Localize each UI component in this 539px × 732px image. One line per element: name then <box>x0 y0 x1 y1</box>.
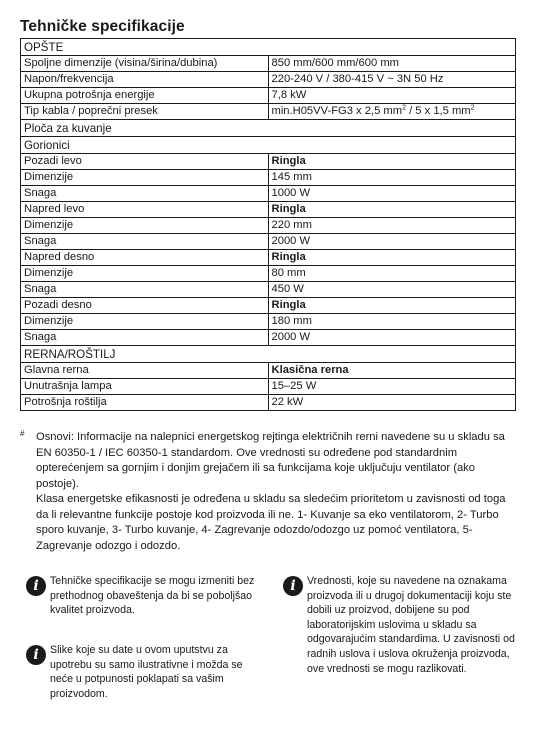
row-label: Pozadi levo <box>21 154 269 170</box>
table-row <box>21 330 516 346</box>
row-value: 1000 W <box>268 186 516 202</box>
table-row <box>21 202 516 218</box>
row-label: Dimenzije <box>21 218 269 234</box>
row-value: 450 W <box>268 282 516 298</box>
table-row <box>21 170 516 186</box>
row-label: Glavna rerna <box>21 363 269 379</box>
table-row <box>21 88 516 104</box>
note-text: Vrednosti, koje su navedene na oznakama proizvoda ili u drugoj dokumentaciji koju ste dobili uz proizvod, dobijene su pod laboratorijskim uslovima u skladu sa odgovarajućim standardima. U zavisnosti od radnih uslova i uslova okruženja proizvoda, ove vrednosti se mogu razlikovati. <box>307 575 515 675</box>
cable-value-b: / 5 x 1,5 mm <box>405 105 471 117</box>
note-text: Slike koje su date u ovom uputstvu za upotrebu su samo ilustrativne i možda se neće u potpunosti poklapati sa vašim proizvodom. <box>50 644 243 700</box>
row-label: Dimenzije <box>21 170 269 186</box>
section-title: RERNA/ROŠTILJ <box>21 346 516 363</box>
section-header-burners <box>21 137 516 154</box>
info-icon: i <box>283 576 303 596</box>
cable-sup-b: 2 <box>470 104 475 112</box>
row-value: Ringla <box>268 202 516 218</box>
section-title: OPŠTE <box>21 39 516 56</box>
footnote <box>20 430 520 554</box>
row-label: Tip kabla / poprečni presek <box>21 104 269 120</box>
table-row <box>21 56 516 72</box>
table-row <box>21 218 516 234</box>
section-title: Ploča za kuvanje <box>21 120 516 137</box>
page-title: Tehničke specifikacije <box>20 18 185 35</box>
footnote-paragraph-2: Klasa energetske efikasnosti je određena u skladu sa sledećim prioritetom u zavisnosti od toga da li relevantne funkcije postoje kod proizvoda ili ne. 1- Kuvanje sa eko ventilatorom, 2- Turbo sporo kuvanje, 3- Turbo kuvanje, 4- Zagrevanje odozdo/odozgo uz pomoć ventilatora, 5-Zagrevanje odozgo i odozdo. <box>36 493 506 552</box>
table-row <box>21 234 516 250</box>
row-value: Ringla <box>268 298 516 314</box>
row-label: Snaga <box>21 282 269 298</box>
table-row <box>21 72 516 88</box>
note-values <box>283 574 515 676</box>
row-value: 80 mm <box>268 266 516 282</box>
cable-value-a: min.H05VV-FG3 x 2,5 mm <box>271 105 403 117</box>
row-value: 145 mm <box>268 170 516 186</box>
row-label: Dimenzije <box>21 266 269 282</box>
row-value: 7,8 kW <box>268 88 516 104</box>
section-header-oven <box>21 346 516 363</box>
section-header-general <box>21 39 516 56</box>
row-label: Unutrašnja lampa <box>21 379 269 395</box>
row-label: Ukupna potrošnja energije <box>21 88 269 104</box>
note-illustrations <box>26 643 262 701</box>
row-value: Ringla <box>268 250 516 266</box>
row-value: 2000 W <box>268 234 516 250</box>
table-row <box>21 395 516 411</box>
section-title: Gorionici <box>21 137 516 154</box>
row-label: Napred desno <box>21 250 269 266</box>
row-label: Dimenzije <box>21 314 269 330</box>
table-row <box>21 363 516 379</box>
info-icon: i <box>26 576 46 596</box>
row-value: 180 mm <box>268 314 516 330</box>
table-row <box>21 186 516 202</box>
table-row <box>21 314 516 330</box>
table-row <box>21 154 516 170</box>
row-value: 2000 W <box>268 330 516 346</box>
note-text: Tehničke specifikacije se mogu izmeniti bez prethodnog obaveštenja da bi se poboljšao kvalitet proizvoda. <box>50 575 255 617</box>
row-label: Pozadi desno <box>21 298 269 314</box>
footnote-mark: # <box>20 429 25 438</box>
row-value: 850 mm/600 mm/600 mm <box>268 56 516 72</box>
table-row <box>21 298 516 314</box>
row-label: Snaga <box>21 330 269 346</box>
table-row <box>21 266 516 282</box>
table-row <box>21 250 516 266</box>
row-value <box>268 104 516 120</box>
row-label: Spoljne dimenzije (visina/širina/dubina) <box>21 56 269 72</box>
note-specifications <box>26 574 262 618</box>
row-label: Potrošnja roštilja <box>21 395 269 411</box>
row-label: Snaga <box>21 186 269 202</box>
row-label: Napred levo <box>21 202 269 218</box>
table-row <box>21 104 516 120</box>
row-label: Napon/frekvencija <box>21 72 269 88</box>
section-header-hob <box>21 120 516 137</box>
row-value: 15–25 W <box>268 379 516 395</box>
row-value: 220-240 V / 380-415 V ~ 3N 50 Hz <box>268 72 516 88</box>
row-value: Ringla <box>268 154 516 170</box>
row-value: Klasična rerna <box>268 363 516 379</box>
row-label: Snaga <box>21 234 269 250</box>
table-row <box>21 379 516 395</box>
table-row <box>21 282 516 298</box>
row-value: 22 kW <box>268 395 516 411</box>
row-value: 220 mm <box>268 218 516 234</box>
info-icon: i <box>26 645 46 665</box>
spec-table <box>20 38 516 411</box>
footnote-paragraph-1: Osnovi: Informacije na nalepnici energetskog rejtinga električnih rerni navedene su u skladu sa EN 60350-1 / IEC 60350-1 standardom. Ove vrednosti su određene pod standardnim opterećenjem sa gornjim i donjim grejačem ili sa funkcijama koje uključuju ventilator (ako postoje). <box>36 431 505 490</box>
cable-sup-a: 2 <box>402 104 406 112</box>
